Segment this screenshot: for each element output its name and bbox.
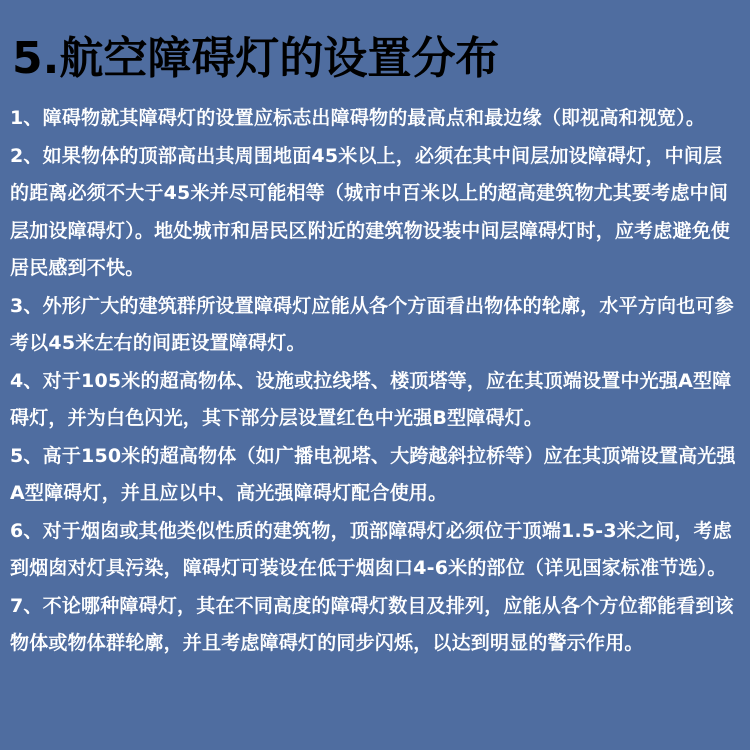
- list-item-7: 7、不论哪种障碍灯，其在不同高度的障碍灯数目及排列，应能从各个方位都能看到该物体或物体群轮廓，并且考虑障碍灯的同步闪烁，以达到明显的警示作用。: [10, 594, 734, 654]
- list-item-5: 5、高于150米的超高物体（如广播电视塔、大跨越斜拉桥等）应在其顶端设置高光强A型障碍灯，并且应以中、高光强障碍灯配合使用。: [10, 444, 736, 504]
- page-title: 5.航空障碍灯的设置分布: [12, 33, 500, 84]
- list-item-4: 4、对于105米的超高物体、设施或拉线塔、楼顶塔等，应在其顶端设置中光强A型障碍灯，并为白色闪光，其下部分层设置红色中光强B型障碍灯。: [10, 369, 732, 429]
- list-item-6: 6、对于烟囱或其他类似性质的建筑物，顶部障碍灯必须位于顶端1.5-3米之间，考虑到烟囱对灯具污染，障碍灯可装设在低于烟囱口4-6米的部位（详见国家标准节选）。: [10, 519, 732, 579]
- item-list: [10, 100, 740, 663]
- list-item-2: 2、如果物体的顶部高出其周围地面45米以上，必须在其中间层加设障碍灯，中间层的距离必须不大于45米并尽可能相等（城市中百米以上的超高建筑物尤其要考虑中间层加设障碍灯）。地处城市和居民区附近的建筑物设装中间层障碍灯时，应考虑避免使居民感到不快。: [10, 144, 731, 279]
- list-item-1: 1、障碍物就其障碍灯的设置应标志出障碍物的最高点和最边缘（即视高和视宽）。: [10, 107, 706, 129]
- list-item-3: 3、外形广大的建筑群所设置障碍灯应能从各个方面看出物体的轮廓，水平方向也可参考以45米左右的间距设置障碍灯。: [10, 294, 734, 354]
